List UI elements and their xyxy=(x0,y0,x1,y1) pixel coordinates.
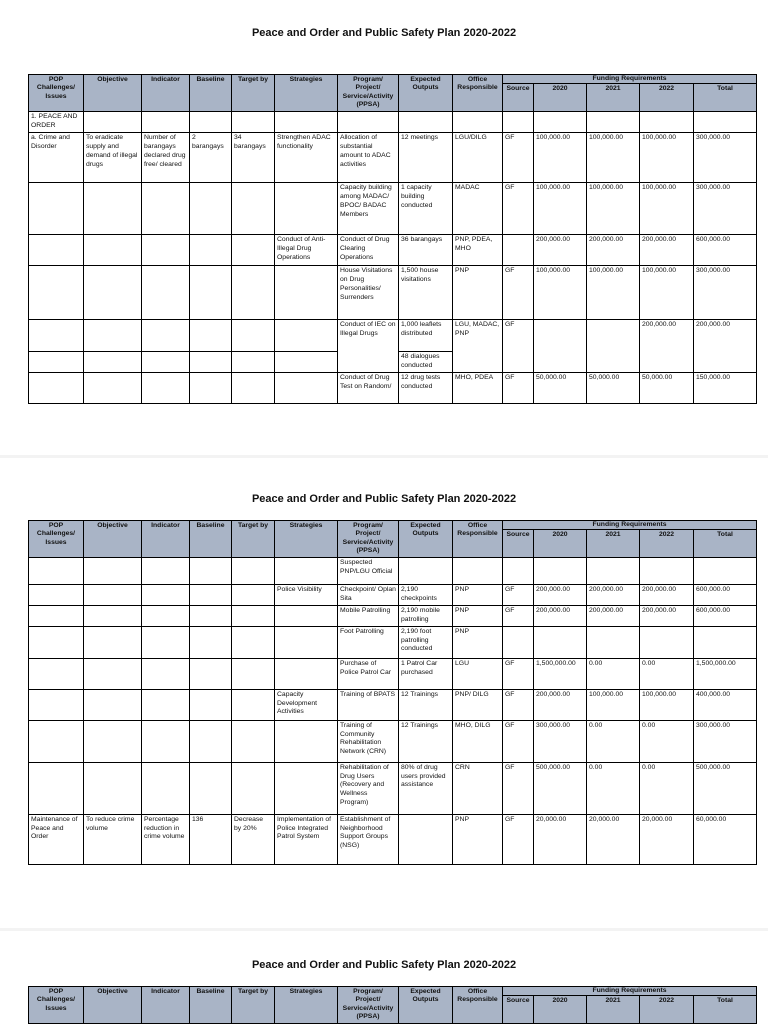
cell-output: 36 barangays xyxy=(399,235,453,266)
header-source: Source xyxy=(503,530,534,558)
plan-table-1 xyxy=(28,74,757,404)
cell-output: 1 capacity building conducted xyxy=(399,183,453,235)
cell-empty xyxy=(190,352,232,373)
cell-office: LGU, MADAC, PNP xyxy=(453,320,503,373)
header-indicator: Indicator xyxy=(142,75,190,112)
cell-source: GF xyxy=(503,606,534,627)
cell-2021: 0.00 xyxy=(587,762,640,814)
cell-total xyxy=(694,626,757,658)
cell-2021 xyxy=(587,558,640,585)
cell-office: LGU/DILG xyxy=(453,133,503,183)
cell-baseline xyxy=(190,626,232,658)
header-ppsa: Program/ Project/ Service/Activity (PPSA) xyxy=(338,75,399,112)
cell-empty xyxy=(29,352,84,373)
cell-ppsa: Purchase of Police Patrol Car xyxy=(338,658,399,689)
header-office: Office Responsible xyxy=(453,521,503,558)
cell-2020: 20,000.00 xyxy=(534,814,587,864)
cell-strategy xyxy=(275,372,338,403)
cell-target xyxy=(232,183,275,235)
cell-2020: 200,000.00 xyxy=(534,235,587,266)
cell-source xyxy=(503,235,534,266)
cell-strategy xyxy=(275,762,338,814)
table-row xyxy=(29,235,757,266)
cell-2020 xyxy=(534,626,587,658)
cell-objective xyxy=(84,762,142,814)
cell-strategy xyxy=(275,626,338,658)
cell-challenge xyxy=(29,762,84,814)
cell-source: GF xyxy=(503,183,534,235)
cell-2020: 500,000.00 xyxy=(534,762,587,814)
cell-baseline xyxy=(190,762,232,814)
plan-table-3 xyxy=(28,986,757,1024)
cell-ppsa: Training of BPATS xyxy=(338,689,399,720)
cell-strategy xyxy=(275,558,338,585)
cell-2022: 200,000.00 xyxy=(640,320,694,373)
header-2021: 2021 xyxy=(587,996,640,1024)
cell-challenge xyxy=(29,183,84,235)
table-row xyxy=(29,183,757,235)
cell-strategy xyxy=(275,606,338,627)
cell-total: 200,000.00 xyxy=(694,320,757,373)
table-header xyxy=(29,75,757,112)
cell-2021: 200,000.00 xyxy=(587,585,640,606)
cell-2022 xyxy=(640,626,694,658)
header-strategies: Strategies xyxy=(275,521,338,558)
cell-2022: 100,000.00 xyxy=(640,133,694,183)
cell-2020: 100,000.00 xyxy=(534,133,587,183)
header-2021: 2021 xyxy=(587,530,640,558)
header-total: Total xyxy=(694,996,757,1024)
cell-target xyxy=(232,606,275,627)
cell-strategy xyxy=(275,183,338,235)
cell-2022: 100,000.00 xyxy=(640,183,694,235)
cell-target xyxy=(232,720,275,762)
cell-2022: 100,000.00 xyxy=(640,266,694,320)
cell-total: 1,500,000.00 xyxy=(694,658,757,689)
cell-2022: 20,000.00 xyxy=(640,814,694,864)
cell-target xyxy=(232,762,275,814)
cell-objective xyxy=(84,266,142,320)
cell-challenge xyxy=(29,606,84,627)
cell-baseline xyxy=(190,183,232,235)
cell-baseline xyxy=(190,720,232,762)
page-title: Peace and Order and Public Safety Plan 2020-2022 xyxy=(251,493,517,505)
header-total: Total xyxy=(694,530,757,558)
cell-objective xyxy=(84,658,142,689)
cell-office: PNP xyxy=(453,814,503,864)
table-row xyxy=(29,689,757,720)
header-2020: 2020 xyxy=(534,996,587,1024)
cell-office: MHO, PDEA xyxy=(453,372,503,403)
cell-office: PNP/ DILG xyxy=(453,689,503,720)
header-office: Office Responsible xyxy=(453,75,503,112)
cell-2022: 0.00 xyxy=(640,658,694,689)
cell-baseline xyxy=(190,558,232,585)
cell-empty xyxy=(232,320,275,352)
cell-total: 300,000.00 xyxy=(694,133,757,183)
cell-challenge: a. Crime and Disorder xyxy=(29,133,84,183)
cell-total: 300,000.00 xyxy=(694,266,757,320)
cell-target: 34 barangays xyxy=(232,133,275,183)
cell-indicator xyxy=(142,183,190,235)
cell-baseline xyxy=(190,235,232,266)
cell-2020: 200,000.00 xyxy=(534,606,587,627)
cell-ppsa: Conduct of Drug Test on Random/ xyxy=(338,372,399,403)
cell-challenge xyxy=(29,689,84,720)
table-row xyxy=(29,658,757,689)
cell-ppsa: Training of Community Rehabilitation Network (CRN) xyxy=(338,720,399,762)
cell-baseline xyxy=(190,585,232,606)
cell-total: 600,000.00 xyxy=(694,606,757,627)
cell-output xyxy=(399,558,453,585)
cell-challenge xyxy=(29,266,84,320)
cell-2020: 200,000.00 xyxy=(534,585,587,606)
cell-empty xyxy=(84,352,142,373)
cell-output: 1,500 house visitations xyxy=(399,266,453,320)
cell-objective xyxy=(84,183,142,235)
header-2022: 2022 xyxy=(640,84,694,112)
header-outputs: Expected Outputs xyxy=(399,521,453,558)
cell-challenge xyxy=(29,558,84,585)
cell-2020: 100,000.00 xyxy=(534,266,587,320)
cell-indicator xyxy=(142,606,190,627)
cell-ppsa: Rehabilitation of Drug Users (Recovery and Wellness Program) xyxy=(338,762,399,814)
cell-output: 2,190 checkpoints xyxy=(399,585,453,606)
cell-2021 xyxy=(587,626,640,658)
cell-office: PNP, PDEA, MHO xyxy=(453,235,503,266)
cell-empty xyxy=(275,320,338,352)
header-challenges: POP Challenges/ Issues xyxy=(29,521,84,558)
cell-ppsa: Conduct of Drug Clearing Operations xyxy=(338,235,399,266)
cell-indicator xyxy=(142,689,190,720)
cell-objective: To reduce crime volume xyxy=(84,814,142,864)
cell-total: 300,000.00 xyxy=(694,720,757,762)
cell-strategy: Conduct of Anti-Illegal Drug Operations xyxy=(275,235,338,266)
cell-office: LGU xyxy=(453,658,503,689)
cell-target xyxy=(232,266,275,320)
cell-ppsa: Checkpoint/ Oplan Sita xyxy=(338,585,399,606)
cell-2022: 0.00 xyxy=(640,762,694,814)
cell-ppsa: House Visitations on Drug Personalities/ Surrenders xyxy=(338,266,399,320)
header-strategies: Strategies xyxy=(275,75,338,112)
cell-output: 2,190 mobile patrolling xyxy=(399,606,453,627)
cell-indicator xyxy=(142,558,190,585)
table-row xyxy=(29,585,757,606)
cell-challenge xyxy=(29,626,84,658)
cell-2020 xyxy=(534,558,587,585)
cell-office: MHO, DILG xyxy=(453,720,503,762)
cell-2020: 100,000.00 xyxy=(534,183,587,235)
table-header xyxy=(29,987,757,1024)
header-outputs: Expected Outputs xyxy=(399,75,453,112)
cell-ppsa: Allocation of substantial amount to ADAC activities xyxy=(338,133,399,183)
header-ppsa: Program/ Project/ Service/Activity (PPSA) xyxy=(338,987,399,1024)
cell-source: GF xyxy=(503,720,534,762)
cell-indicator xyxy=(142,762,190,814)
cell-objective xyxy=(84,689,142,720)
cell-objective xyxy=(84,372,142,403)
cell-source: GF xyxy=(503,585,534,606)
cell-source: GF xyxy=(503,266,534,320)
header-objective: Objective xyxy=(84,987,142,1024)
cell-office: PNP xyxy=(453,606,503,627)
section-label: 1. PEACE AND ORDER xyxy=(29,112,84,133)
cell-target xyxy=(232,235,275,266)
header-outputs: Expected Outputs xyxy=(399,987,453,1024)
cell-baseline: 136 xyxy=(190,814,232,864)
header-2020: 2020 xyxy=(534,530,587,558)
cell-total: 400,000.00 xyxy=(694,689,757,720)
cell-target: Decrease by 20% xyxy=(232,814,275,864)
cell-objective xyxy=(84,606,142,627)
cell-empty xyxy=(232,352,275,373)
cell-challenge xyxy=(29,235,84,266)
cell-empty xyxy=(142,352,190,373)
cell-source: GF xyxy=(503,814,534,864)
header-2020: 2020 xyxy=(534,84,587,112)
cell-indicator xyxy=(142,658,190,689)
cell-challenge xyxy=(29,372,84,403)
cell-total: 600,000.00 xyxy=(694,235,757,266)
cell-strategy xyxy=(275,720,338,762)
cell-ppsa: Capacity building among MADAC/ BPOC/ BADAC Members xyxy=(338,183,399,235)
cell-total: 300,000.00 xyxy=(694,183,757,235)
cell-indicator xyxy=(142,266,190,320)
cell-office: MADAC xyxy=(453,183,503,235)
cell-output: 1,000 leaflets distributed xyxy=(399,320,453,352)
cell-objective xyxy=(84,585,142,606)
cell-target xyxy=(232,372,275,403)
header-total: Total xyxy=(694,84,757,112)
cell-2021: 0.00 xyxy=(587,720,640,762)
cell-challenge xyxy=(29,720,84,762)
cell-total: 60,000.00 xyxy=(694,814,757,864)
cell-indicator xyxy=(142,372,190,403)
cell-2020: 300,000.00 xyxy=(534,720,587,762)
cell-empty xyxy=(29,320,84,352)
cell-2021: 100,000.00 xyxy=(587,689,640,720)
cell-strategy xyxy=(275,658,338,689)
header-indicator: Indicator xyxy=(142,521,190,558)
cell-objective xyxy=(84,626,142,658)
cell-2020: 200,000.00 xyxy=(534,689,587,720)
cell-total: 150,000.00 xyxy=(694,372,757,403)
header-target: Target by xyxy=(232,987,275,1024)
cell-target xyxy=(232,558,275,585)
cell-2020: 1,500,000.00 xyxy=(534,658,587,689)
cell-2021: 0.00 xyxy=(587,658,640,689)
cell-source: GF xyxy=(503,658,534,689)
header-indicator: Indicator xyxy=(142,987,190,1024)
cell-source xyxy=(503,626,534,658)
header-challenges: POP Challenges/ Issues xyxy=(29,987,84,1024)
cell-empty xyxy=(190,320,232,352)
cell-source: GF xyxy=(503,133,534,183)
cell-objective: To eradicate supply and demand of illegal drugs xyxy=(84,133,142,183)
cell-ppsa: Mobile Patrolling xyxy=(338,606,399,627)
cell-source: GF xyxy=(503,372,534,403)
cell-target xyxy=(232,585,275,606)
cell-2021: 100,000.00 xyxy=(587,266,640,320)
section-row xyxy=(29,112,757,133)
cell-output: 12 Trainings xyxy=(399,689,453,720)
cell-source: GF xyxy=(503,762,534,814)
header-challenges: POP Challenges/ Issues xyxy=(29,75,84,112)
cell-2022: 100,000.00 xyxy=(640,689,694,720)
cell-2021: 200,000.00 xyxy=(587,235,640,266)
header-funding: Funding Requirements xyxy=(503,75,757,84)
cell-baseline xyxy=(190,606,232,627)
table-row xyxy=(29,266,757,320)
cell-2021: 100,000.00 xyxy=(587,133,640,183)
cell-2022: 50,000.00 xyxy=(640,372,694,403)
cell-2021: 200,000.00 xyxy=(587,606,640,627)
header-source: Source xyxy=(503,84,534,112)
header-target: Target by xyxy=(232,521,275,558)
header-2022: 2022 xyxy=(640,996,694,1024)
cell-source: GF xyxy=(503,320,534,373)
table-row xyxy=(29,720,757,762)
cell-objective xyxy=(84,720,142,762)
header-office: Office Responsible xyxy=(453,987,503,1024)
cell-strategy: Implementation of Police Integrated Patrol System xyxy=(275,814,338,864)
cell-2021: 100,000.00 xyxy=(587,183,640,235)
table-row xyxy=(29,606,757,627)
cell-output: 1 Patrol Car purchased xyxy=(399,658,453,689)
cell-challenge xyxy=(29,658,84,689)
cell-objective xyxy=(84,235,142,266)
cell-indicator xyxy=(142,235,190,266)
table-row xyxy=(29,133,757,183)
cell-indicator: Percentage reduction in crime volume xyxy=(142,814,190,864)
cell-empty xyxy=(84,320,142,352)
cell-2022: 0.00 xyxy=(640,720,694,762)
cell-challenge: Maintenance of Peace and Order xyxy=(29,814,84,864)
cell-strategy: Police Visibility xyxy=(275,585,338,606)
cell-2022 xyxy=(640,558,694,585)
cell-total: 600,000.00 xyxy=(694,585,757,606)
cell-target xyxy=(232,689,275,720)
cell-output: 12 Trainings xyxy=(399,720,453,762)
cell-ppsa: Establishment of Neighborhood Support Groups (NSG) xyxy=(338,814,399,864)
cell-empty xyxy=(142,320,190,352)
cell-output: 12 meetings xyxy=(399,133,453,183)
table-row xyxy=(29,762,757,814)
cell-strategy: Capacity Development Activities xyxy=(275,689,338,720)
header-objective: Objective xyxy=(84,521,142,558)
cell-2022: 200,000.00 xyxy=(640,606,694,627)
cell-baseline xyxy=(190,689,232,720)
cell-indicator: Number of barangays declared drug free/ cleared xyxy=(142,133,190,183)
header-baseline: Baseline xyxy=(190,521,232,558)
cell-strategy: Strengthen ADAC functionality xyxy=(275,133,338,183)
cell-2021 xyxy=(587,320,640,373)
header-ppsa: Program/ Project/ Service/Activity (PPSA) xyxy=(338,521,399,558)
cell-output: 80% of drug users provided assistance xyxy=(399,762,453,814)
cell-output: 2,190 foot patrolling conducted xyxy=(399,626,453,658)
cell-indicator xyxy=(142,720,190,762)
cell-indicator xyxy=(142,626,190,658)
page-title: Peace and Order and Public Safety Plan 2020-2022 xyxy=(251,959,517,971)
header-2022: 2022 xyxy=(640,530,694,558)
cell-baseline xyxy=(190,266,232,320)
cell-indicator xyxy=(142,585,190,606)
cell-total xyxy=(694,558,757,585)
cell-ppsa: Foot Patrolling xyxy=(338,626,399,658)
cell-2020: 50,000.00 xyxy=(534,372,587,403)
header-source: Source xyxy=(503,996,534,1024)
cell-baseline xyxy=(190,372,232,403)
cell-2021: 50,000.00 xyxy=(587,372,640,403)
cell-strategy xyxy=(275,266,338,320)
table-row xyxy=(29,558,757,585)
table-row xyxy=(29,372,757,403)
table-row xyxy=(29,814,757,864)
table-row xyxy=(29,626,757,658)
cell-2022: 200,000.00 xyxy=(640,585,694,606)
header-baseline: Baseline xyxy=(190,987,232,1024)
cell-office xyxy=(453,558,503,585)
cell-target xyxy=(232,658,275,689)
cell-baseline: 2 barangays xyxy=(190,133,232,183)
cell-office: PNP xyxy=(453,626,503,658)
header-funding: Funding Requirements xyxy=(503,987,757,996)
cell-output: 12 drug tests conducted xyxy=(399,372,453,403)
cell-source: GF xyxy=(503,689,534,720)
cell-empty xyxy=(275,352,338,373)
header-target: Target by xyxy=(232,75,275,112)
cell-source xyxy=(503,558,534,585)
header-strategies: Strategies xyxy=(275,987,338,1024)
cell-ppsa: Conduct of IEC on Illegal Drugs xyxy=(338,320,399,373)
cell-baseline xyxy=(190,658,232,689)
header-2021: 2021 xyxy=(587,84,640,112)
page-title: Peace and Order and Public Safety Plan 2020-2022 xyxy=(251,27,517,39)
cell-2020 xyxy=(534,320,587,373)
plan-table-2 xyxy=(28,520,757,865)
header-objective: Objective xyxy=(84,75,142,112)
cell-objective xyxy=(84,558,142,585)
cell-target xyxy=(232,626,275,658)
cell-challenge xyxy=(29,585,84,606)
table-row xyxy=(29,320,757,352)
cell-2022: 200,000.00 xyxy=(640,235,694,266)
cell-2021: 20,000.00 xyxy=(587,814,640,864)
cell-total: 500,000.00 xyxy=(694,762,757,814)
cell-office: CRN xyxy=(453,762,503,814)
table-header xyxy=(29,521,757,558)
cell-office: PNP xyxy=(453,266,503,320)
cell-office: PNP xyxy=(453,585,503,606)
cell-ppsa: Suspected PNP/LGU Official xyxy=(338,558,399,585)
cell-output: 48 dialogues conducted xyxy=(399,352,453,373)
header-baseline: Baseline xyxy=(190,75,232,112)
cell-output xyxy=(399,814,453,864)
header-funding: Funding Requirements xyxy=(503,521,757,530)
